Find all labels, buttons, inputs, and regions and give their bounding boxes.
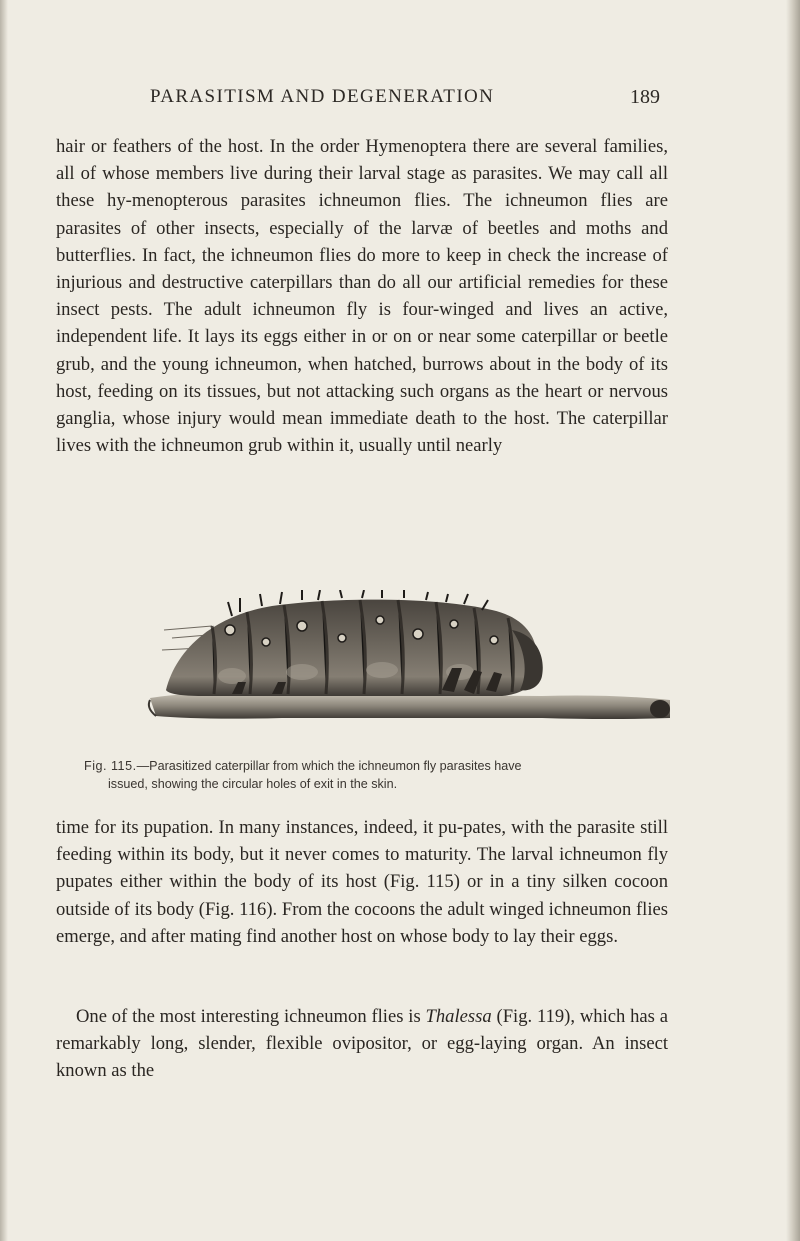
paragraph-3-text-after: (Fig. 119), which has a remarkably long, slender, flexible ovipositor, or egg-laying organ. An insect known as the xyxy=(56,1006,669,1082)
page-left-edge xyxy=(0,0,8,1241)
body-paragraph-3 xyxy=(56,1003,668,1085)
caterpillar-drawing xyxy=(142,590,672,748)
caterpillar-illustration xyxy=(142,590,672,748)
running-head xyxy=(150,86,660,116)
caption-text-line2: issued, showing the circular holes of exit in the skin. xyxy=(108,777,398,791)
figure-caption xyxy=(84,757,674,793)
page-number: 189 xyxy=(630,86,660,108)
body-paragraph-2: time for its pupation. In many instances, indeed, it pu-pates, with the parasite still feeding within its body, but it never comes to maturity. The larval ichneumon fly pupates either within the body of its host (Fig. 115) or in a tiny silken cocoon outside of its body (Fig. 116). From the cocoons the adult winged ichneumon flies emerge, and after mating find another host on whose body to lay their eggs. xyxy=(56,817,668,947)
page-right-edge xyxy=(786,0,800,1241)
caption-text-line1: —Parasitized caterpillar from which the ichneumon fly parasites have xyxy=(136,759,522,773)
figure-label: Fig. 115. xyxy=(84,759,137,773)
body-paragraph-1: hair or feathers of the host. In the order Hymenoptera there are several families, all of whose members live during their larval stage as parasites. We may call all these hy-menopterous parasites ichneumon flies. The ichneumon flies are parasites of other insects, especially of the larvæ of beetles and moths and butterflies. In fact, the ichneumon flies do more to keep in check the increase of injurious and destructive caterpillars than do all our artificial remedies for these insect pests. The adult ichneumon fly is four-winged and lives an active, independent life. It lays its eggs either in or on or near some caterpillar or beetle grub, and the young ichneumon, when hatched, burrows about in the body of its host, feeding on its tissues, but not attacking such organs as the heart or nervous ganglia, whose injury would mean immediate death to the host. The caterpillar lives with the ichneumon grub within it, usually until nearly xyxy=(56,136,668,457)
chapter-title: PARASITISM AND DEGENERATION xyxy=(150,86,495,107)
paragraph-3-text-before: One of the most interesting ichneumon flies is xyxy=(76,1006,426,1027)
thalessa-italic: Thalessa xyxy=(425,1006,492,1027)
